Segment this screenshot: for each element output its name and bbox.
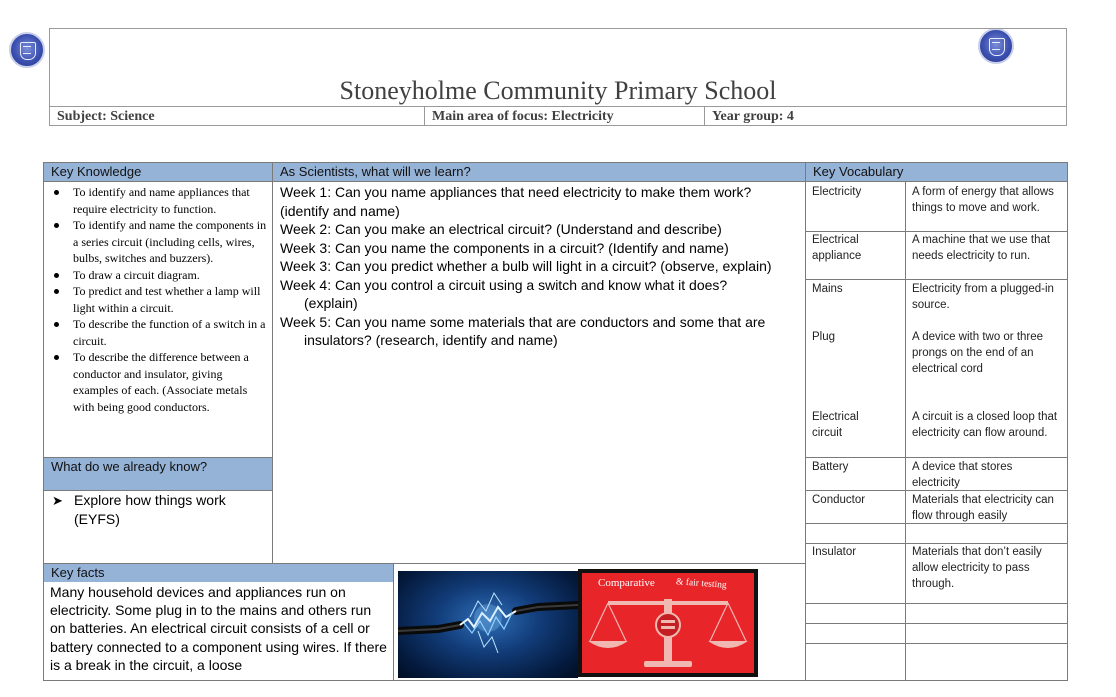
week-item: Week 4: Can you control a circuit using a switch and know what it does? (280, 276, 728, 293)
bullet-icon (54, 355, 59, 360)
list-item: To identify and name the components in a series circuit (including cells, wires, bulbs, switches and buzzers). (51, 217, 269, 267)
vocab-definition: A machine that we use that needs electricity to run. (912, 234, 1051, 262)
list-item: To describe the difference between a conductor and insulator, giving examples of each. (Associate metals with being good conductors. (51, 349, 269, 415)
list-item: To draw a circuit diagram. (51, 267, 269, 284)
weeks-list (280, 183, 802, 350)
learn-heading: As Scientists, what will we learn? (273, 163, 805, 181)
list-item: To identify and name appliances that require electricity to function. (51, 184, 269, 217)
bullet-icon (54, 223, 59, 228)
vocab-row-line (805, 603, 1068, 604)
vocab-term: Insulator (812, 546, 857, 558)
vocab-heading: Key Vocabulary (806, 163, 1067, 181)
header-row-line (43, 181, 1068, 182)
vocab-definition: Materials that electricity can flow through easily (912, 494, 1054, 522)
vocab-term: Battery (812, 461, 849, 473)
list-item: To describe the function of a switch in a circuit. (51, 316, 269, 349)
week-item: Week 5: Can you name some materials that are conductors and some that are (280, 313, 766, 330)
bullet-icon (54, 273, 59, 278)
week-item: (explain) (304, 295, 358, 311)
col-sep-facts (393, 563, 394, 681)
list-item: To predict and test whether a lamp will light within a circuit. (51, 283, 269, 316)
school-crest-logo-left (9, 32, 45, 68)
key-facts-text: Many household devices and appliances run on electricity. Some plug in to the mains and others run on batteries. An electrical circuit consists of a cell or battery connected to a component using wires. If there is a break in the circuit, a loose (50, 584, 387, 673)
vocab-definition: A device with two or three prongs on the end of an electrical cord (912, 331, 1044, 375)
week-item: Week 2: Can you make an electrical circuit? (Understand and describe) (280, 221, 722, 237)
week-item: insulators? (research, identify and name) (304, 332, 558, 348)
subject-label: Subject: Science (57, 109, 155, 124)
already-know-heading: What do we already know? (44, 458, 272, 490)
vocab-row-line (805, 279, 1068, 280)
vocab-row-line (805, 623, 1068, 624)
week-item: Week 1: Can you name appliances that need electricity to make them work? (identify and name) (280, 184, 752, 219)
vocab-term: Mains (812, 283, 843, 295)
week-item: Week 3: Can you name the components in a circuit? (Identify and name) (280, 239, 729, 256)
electric-cables-image (398, 571, 578, 678)
lightning-spark-icon (398, 571, 578, 678)
balance-scales-icon (578, 569, 758, 677)
arrow-bullet-icon: ➤ (52, 493, 63, 508)
year-group-label: Year group: 4 (712, 109, 794, 124)
school-name: Stoneyholme Community Primary School (339, 76, 777, 105)
vocab-term: Conductor (812, 494, 866, 506)
vocab-term: Electricity (812, 186, 862, 198)
bullet-icon (54, 289, 59, 294)
week-item: Week 3: Can you predict whether a bulb will light in a circuit? (observe, explain) (280, 258, 772, 274)
col-sep-vocab-inner (905, 181, 906, 681)
list-item: Explore how things work (EYFS) (74, 492, 226, 527)
key-knowledge-heading: Key Knowledge (44, 163, 272, 181)
vocab-definition: Materials that don’t easily allow electricity to pass through. (912, 546, 1042, 590)
fair-testing-scales-image (578, 569, 758, 677)
vocab-definition: A circuit is a closed loop that electricity can flow around. (912, 411, 1058, 439)
vocab-term: Plug (812, 331, 836, 343)
scale-image-subtitle: & fair testing (675, 577, 727, 591)
vocab-term: Electrical circuit (812, 411, 859, 439)
bullet-icon (54, 190, 59, 195)
bullet-icon (54, 322, 59, 327)
subject-row (49, 106, 1067, 126)
already-know-list (52, 491, 267, 529)
vocab-definition: Electricity from a plugged-in source. (912, 283, 1054, 311)
key-facts-heading: Key facts (44, 564, 393, 582)
scale-image-title: Comparative (598, 577, 655, 589)
vocab-term: Electrical appliance (812, 234, 862, 262)
grid-bottom-border (43, 680, 1068, 681)
col-sep-knowledge (272, 162, 273, 563)
grid-left-border (43, 162, 44, 681)
focus-label: Main area of focus: Electricity (432, 109, 614, 124)
vocab-definition: A form of energy that allows things to move and work. (912, 186, 1054, 214)
vocab-row-line (805, 643, 1068, 644)
vocab-row-line (805, 457, 1068, 458)
key-knowledge-list (51, 184, 269, 415)
vocab-definition: A device that stores electricity (912, 461, 1013, 489)
